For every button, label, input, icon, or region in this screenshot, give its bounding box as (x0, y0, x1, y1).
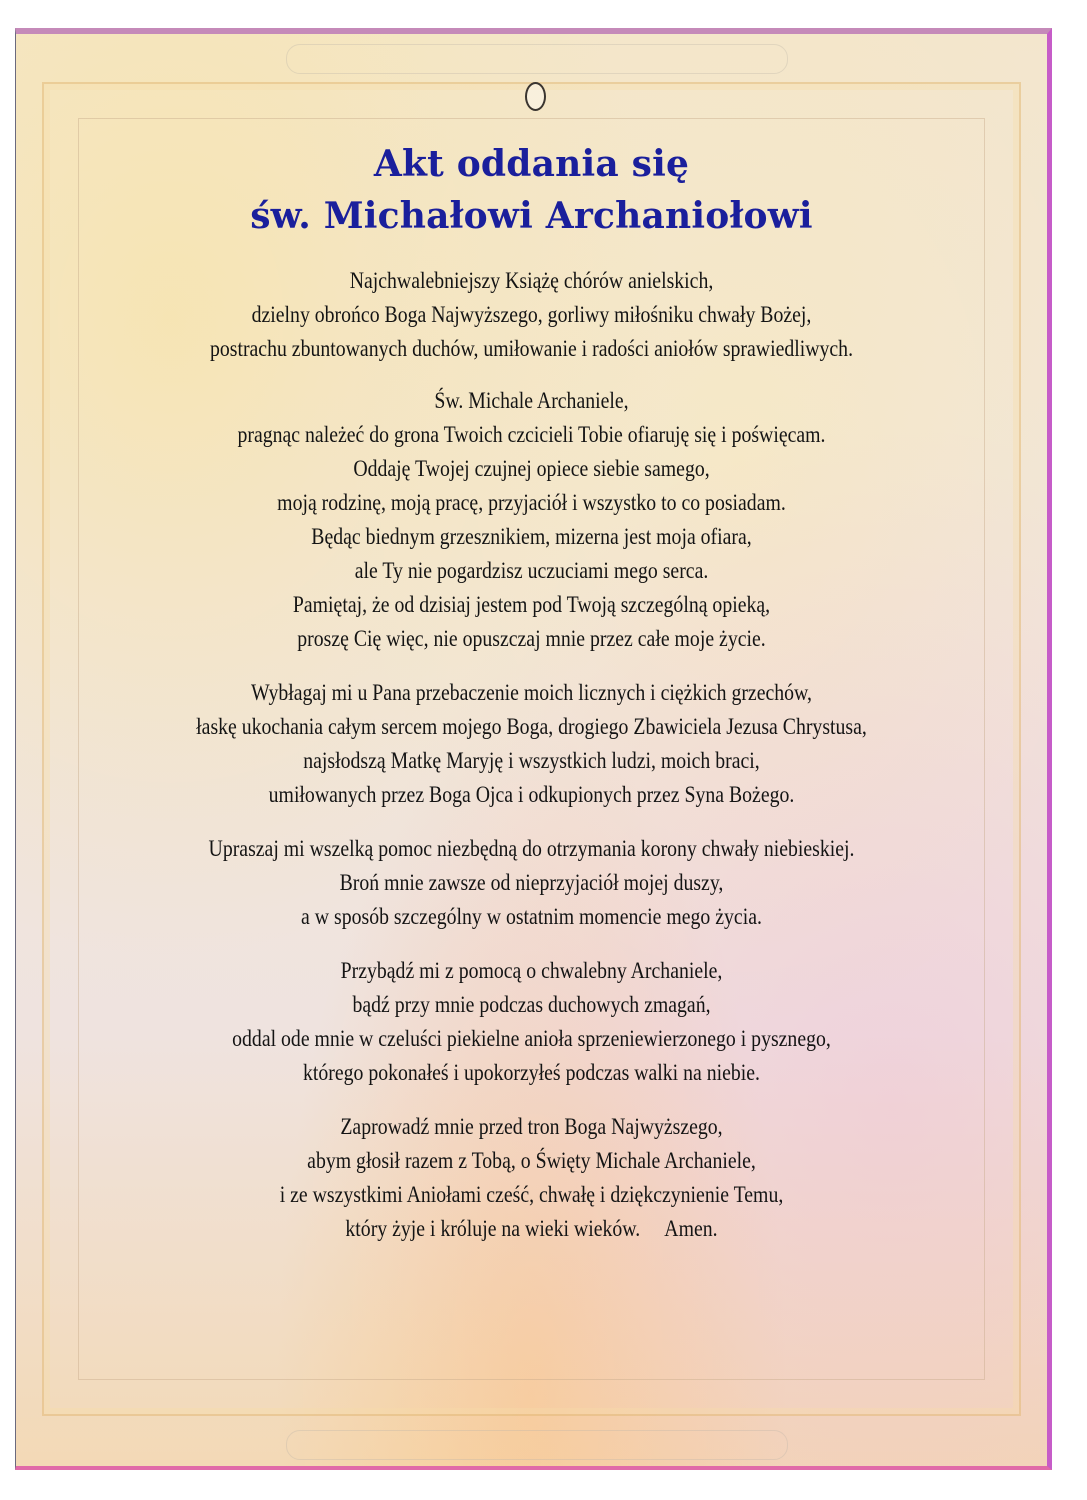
stanza-3 (16, 676, 1047, 812)
top-ornament (286, 44, 788, 74)
hanging-hole-icon (525, 82, 546, 111)
amen-closing: Amen. (664, 1216, 718, 1241)
bottom-ornament (286, 1430, 788, 1460)
stanza-line: moją rodzinę, moją pracę, przyjaciół i wszystko to co posiadam. (277, 490, 786, 515)
title-line-1: Akt oddania się (373, 143, 690, 185)
stanza-line: Wybłagaj mi u Pana przebaczenie moich licznych i ciężkich grzechów, (250, 680, 812, 705)
stanza-line: postrachu zbuntowanych duchów, umiłowanie i radości aniołów sprawiedliwych. (209, 336, 854, 361)
stanza-2 (16, 384, 1047, 656)
title-line-2: św. Michałowi Archaniołowi (250, 195, 813, 237)
stanza-line: proszę Cię więc, nie opuszczaj mnie przez całe moje życie. (297, 626, 766, 651)
stanza-5 (16, 954, 1047, 1090)
stanza-line: umiłowanych przez Boga Ojca i odkupionych przez Syna Bożego. (268, 782, 795, 807)
stanza-line: Upraszaj mi wszelką pomoc niezbędną do otrzymania korony chwały niebieskiej. (208, 836, 855, 861)
stanza-line: najsłodszą Matkę Maryję i wszystkich ludzi, moich braci, (303, 748, 760, 773)
stanza-line: którego pokonałeś i upokorzyłeś podczas walki na niebie. (302, 1060, 761, 1085)
stanza-line-text: który żyje i króluje na wieki wieków. (345, 1216, 641, 1241)
stanza-6 (16, 1110, 1047, 1246)
stanza-1 (16, 264, 1047, 366)
stanza-line: Przybądź mi z pomocą o chwalebny Archaniele, (340, 958, 723, 983)
stanza-line: dzielny obrońco Boga Najwyższego, gorliwy miłośniku chwały Bożej, (251, 302, 812, 327)
stanza-line: Broń mnie zawsze od nieprzyjaciół mojej duszy, (339, 870, 724, 895)
stanza-4 (16, 832, 1047, 934)
prayer-content (16, 138, 1047, 1246)
stanza-line: oddal ode mnie w czeluści piekielne anioła sprzeniewierzonego i pysznego, (232, 1026, 831, 1051)
stanza-line: Oddaję Twojej czujnej opiece siebie samego, (353, 456, 710, 481)
stanza-line: Zaprowadź mnie przed tron Boga Najwyższego, (340, 1114, 723, 1139)
stanza-line: Najchwalebniejszy Książę chórów anielskich, (349, 268, 714, 293)
stanza-line: abym głosił razem z Tobą, o Święty Michale Archaniele, (307, 1148, 756, 1173)
stanza-line: ale Ty nie pogardzisz uczuciami mego serca. (354, 558, 709, 583)
stanza-line: i ze wszystkimi Aniołami cześć, chwałę i dziękczynienie Temu, (279, 1182, 784, 1207)
stanza-line: łaskę ukochania całym sercem mojego Boga, drogiego Zbawiciela Jezusa Chrystusa, (196, 714, 867, 739)
stanza-line: Będąc biednym grzesznikiem, mizerna jest moja ofiara, (311, 524, 752, 549)
prayer-title (16, 138, 1047, 242)
stanza-line: a w sposób szczególny w ostatnim momencie mego życia. (301, 904, 762, 929)
stanza-line: pragnąc należeć do grona Twoich czcicieli Tobie ofiaruję się i poświęcam. (237, 422, 826, 447)
stanza-line: Św. Michale Archaniele, (434, 388, 629, 413)
stanza-line: Pamiętaj, że od dzisiaj jestem pod Twoją szczególną opieką, (292, 592, 771, 617)
prayer-card (15, 28, 1052, 1470)
stanza-line: bądź przy mnie podczas duchowych zmagań, (352, 992, 711, 1017)
stanza-last-line (88, 1212, 975, 1246)
